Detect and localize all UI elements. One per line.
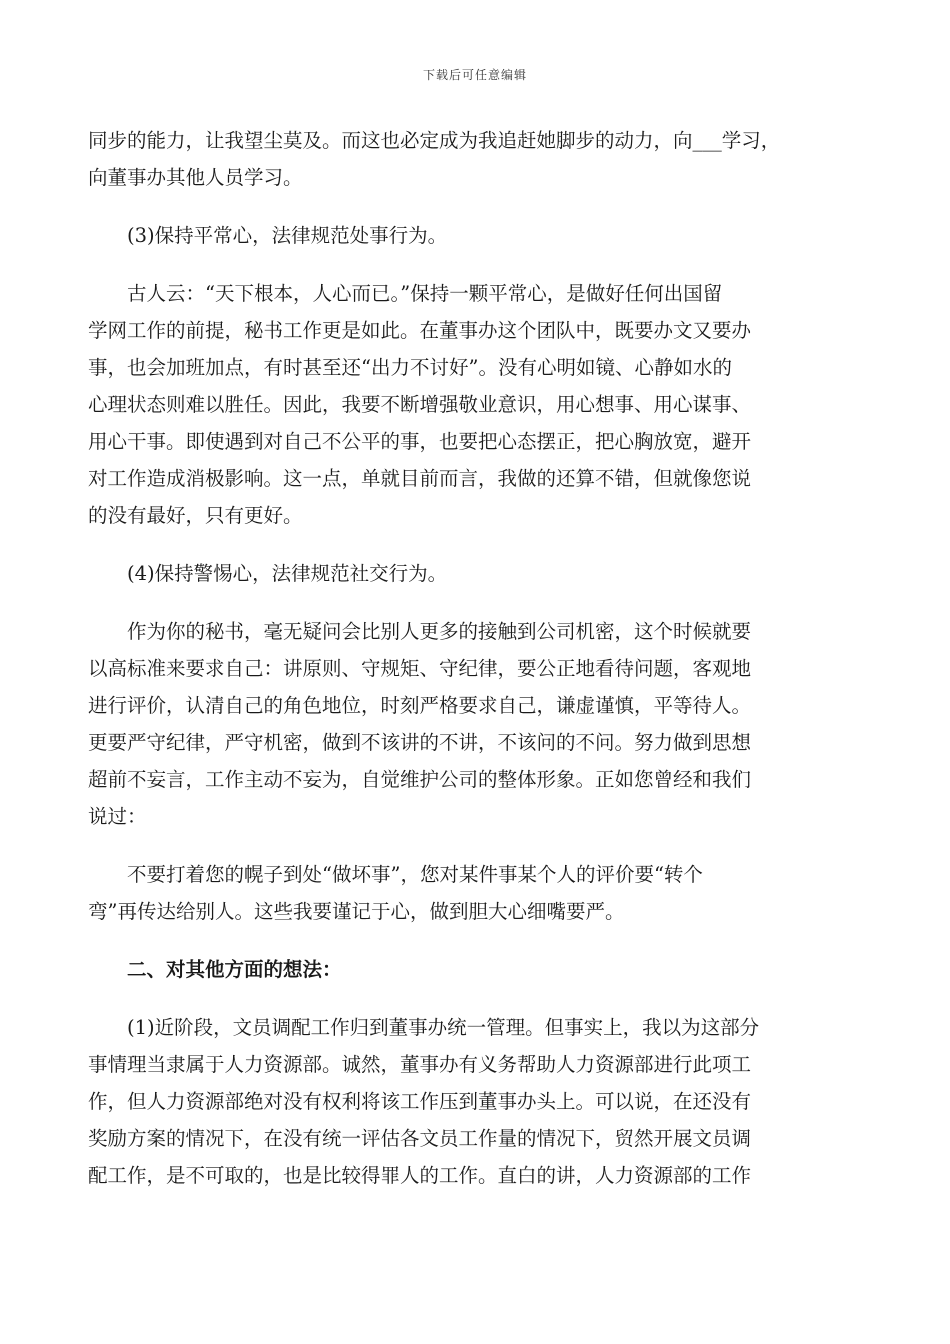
text-line: (4)保持警惕心，法律规范社交行为。 [127, 562, 448, 585]
text-line: 说过： [88, 805, 147, 828]
text-line: 配工作，是不可取的，也是比较得罪人的工作。直白的讲，人力资源部的工作 [88, 1164, 752, 1187]
text-line: 同步的能力，让我望尘莫及。而这也必定成为我追赶她脚步的动力，向___学习， [88, 129, 781, 152]
paragraph-secretary-duty [88, 613, 863, 835]
text-line: 进行评价，认清自己的角色地位，时刻严格要求自己，谦虚谨慎，平等待人。 [88, 694, 752, 717]
paragraph-quote [88, 856, 863, 930]
text-line: 超前不妄言，工作主动不妄为，自觉维护公司的整体形象。正如您曾经和我们 [88, 768, 752, 791]
text-line: 对工作造成消极影响。这一点，单就目前而言，我做的还算不错，但就像您说 [88, 467, 752, 490]
subheading-3 [88, 217, 863, 254]
text-line: 心理状态则难以胜任。因此，我要不断增强敬业意识，用心想事、用心谋事、 [88, 393, 752, 416]
text-line: 的没有最好，只有更好。 [88, 504, 303, 527]
section-heading-2 [88, 951, 863, 988]
subheading-4 [88, 555, 863, 592]
text-line: 古人云：“天下根本，人心而已。”保持一颗平常心，是做好任何出国留 [127, 282, 723, 305]
text-line: (3)保持平常心，法律规范处事行为。 [127, 224, 448, 247]
text-line: (1)近阶段，文员调配工作归到董事办统一管理。但事实上，我以为这部分 [127, 1016, 760, 1039]
paragraph-continuation [88, 122, 863, 196]
text-line: 弯”再传达给别人。这些我要谨记于心，做到胆大心细嘴要严。 [88, 900, 625, 923]
text-line: 以高标准来要求自己：讲原则、守规矩、守纪律，要公正地看待问题，客观地 [88, 657, 752, 680]
paragraph-ordinary-mind [88, 275, 863, 534]
paragraph-staff-allocation [88, 1009, 863, 1194]
document-body [88, 122, 863, 1194]
text-line: 作，但人力资源部绝对没有权利将该工作压到董事办头上。可以说，在还没有 [88, 1090, 752, 1113]
text-line: 不要打着您的幌子到处“做坏事”，您对某件事某个人的评价要“转个 [127, 863, 703, 886]
text-line: 二、对其他方面的想法： [127, 958, 342, 981]
text-line: 用心干事。即使遇到对自己不公平的事，也要把心态摆正，把心胸放宽，避开 [88, 430, 752, 453]
text-line: 向董事办其他人员学习。 [88, 166, 303, 189]
text-line: 奖励方案的情况下，在没有统一评估各文员工作量的情况下，贸然开展文员调 [88, 1127, 752, 1150]
text-line: 事，也会加班加点，有时甚至还“出力不讨好”。没有心明如镜、心静如水的 [88, 356, 732, 379]
text-line: 学网工作的前提，秘书工作更是如此。在董事办这个团队中，既要办文又要办 [88, 319, 752, 342]
text-line: 作为你的秘书，毫无疑问会比别人更多的接触到公司机密，这个时候就要 [127, 620, 752, 643]
text-line: 事情理当隶属于人力资源部。诚然，董事办有义务帮助人力资源部进行此项工 [88, 1053, 752, 1076]
text-line: 更要严守纪律，严守机密，做到不该讲的不讲，不该问的不问。努力做到思想 [88, 731, 752, 754]
header-note: 下载后可任意编辑 [422, 68, 527, 82]
